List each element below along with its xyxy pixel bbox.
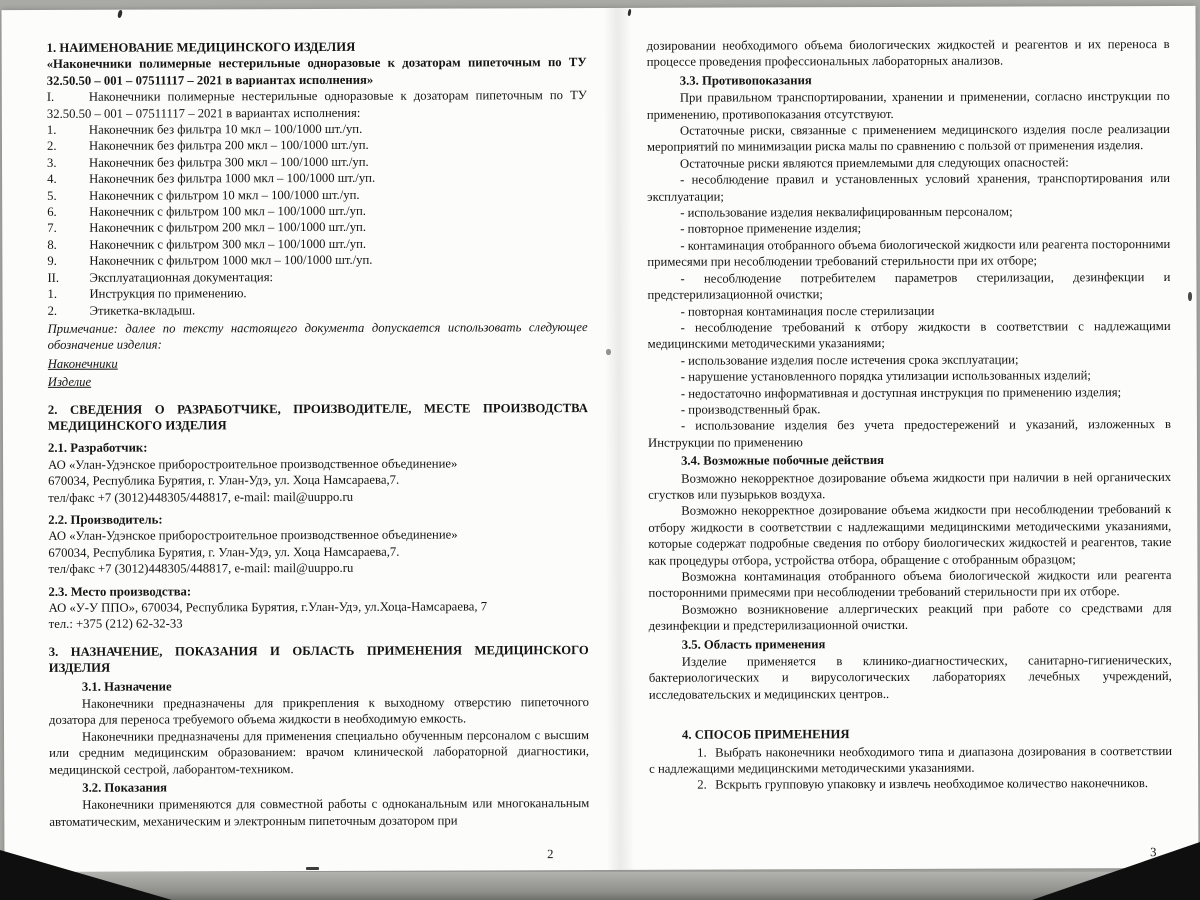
list-item (47, 186, 587, 204)
item-text: Наконечник с фильтром 1000 мкл – 100/1000 шт./уп. (89, 253, 373, 269)
contact-line: 670034, Республика Бурятия, г. Улан-Удэ, ул. Хоца Намсараева,7. (48, 472, 400, 489)
item-number: 2. (47, 303, 58, 318)
item-number: 9. (47, 254, 57, 269)
contact-line: 670034, Республика Бурятия, г. Улан-Удэ, ул. Хоца Намсараева,7. (48, 544, 400, 560)
list-item (47, 268, 587, 286)
item-text: Выбрать наконечники необходимого типа и диапазона дозирования в соответствии с надлежащими медицинскими методическими указаниями. (649, 743, 1173, 776)
subsection-heading: 2.2. Производитель: (48, 512, 163, 527)
paragraph: Наконечники предназначены для применения специально обученным персоналом с высшим или средним медицинским образованием: врачом клинической лабораторной диагностики, медицинской сестрой, лаборантом-техником. (49, 727, 590, 777)
contact-line: АО «У-У ППО», 670034, Республика Бурятия, г.Улан-Удэ, ул.Хоца-Намсараева, 7 (48, 599, 488, 615)
item-number: 2. (46, 139, 57, 154)
item-text: Наконечник с фильтром 200 мкл – 100/1000 шт./уп. (89, 220, 367, 236)
list-item (47, 120, 587, 138)
page-gutter-shadow (603, 8, 634, 870)
contact-line: АО «Улан-Удэнское приборостроительное производственное объединение» (48, 527, 458, 544)
list-item (47, 87, 587, 122)
scan-artifact (1188, 292, 1192, 301)
list-item (47, 202, 587, 220)
subsection-heading: 3.3. Противопоказания (679, 73, 812, 88)
item-text: Наконечник с фильтром 100 мкл – 100/1000 шт./уп. (89, 203, 366, 219)
item-text: Наконечники полимерные нестерильные одноразовые к дозаторам пипеточным по ТУ 32.50.50 – 001 – 07511117 – 2021 в вариантах исполнения: (46, 88, 587, 121)
item-text: Наконечник без фильтра 300 мкл – 100/1000 шт./уп. (89, 154, 369, 170)
subsection-heading: 2.1. Разработчик: (48, 440, 148, 456)
contact-line: тел.: +375 (212) 62-32-33 (48, 616, 183, 632)
item-number: I. (46, 90, 55, 105)
item-text: Наконечник без фильтра 200 мкл – 100/1000 шт./уп. (88, 138, 369, 154)
scan-artifact (306, 867, 319, 870)
contact-line: тел/факс +7 (3012)448305/448817, e-mail: mail@uuppo.ru (48, 561, 354, 577)
item-number: 7. (47, 221, 57, 236)
list-item (47, 284, 587, 302)
item-text: Наконечник с фильтром 300 мкл – 100/1000 шт./уп. (89, 236, 367, 252)
item-number: 2. (697, 778, 707, 793)
paragraph: - несоблюдение правил и установленных условий хранения, транспортирования или эксплуатации; (647, 171, 1171, 204)
paragraph: - производственный брак. (680, 402, 821, 417)
list-item (47, 136, 587, 154)
page-2-content (47, 38, 590, 842)
contact-line: АО «Улан-Удэнское приборостроительное производственное объединение» (48, 456, 458, 472)
item-text: Инструкция по применению. (89, 286, 247, 301)
item-number: 3. (47, 155, 57, 170)
list-item (48, 301, 588, 319)
paragraph: - недостаточно информативная и доступная инструкция по применению изделия; (680, 384, 1122, 401)
item-text: Эксплуатационная документация: (89, 269, 274, 285)
list-item (649, 775, 1172, 793)
item-text: Наконечник с фильтром 10 мкл – 100/1000 шт./уп. (89, 187, 360, 203)
note-paragraph: Примечание: далее по тексту настоящего документа допускается использовать следующее обозначение изделия: (47, 319, 588, 353)
item-text: Вскрыть групповую упаковку и извлечь необходимое количество наконечников. (715, 776, 1149, 793)
item-number: 1. (47, 286, 58, 302)
bold-paragraph: «Наконечники полимерные нестерильные одноразовые к дозаторам пипеточным по ТУ 32.50.50 – 001 – 07511117 – 2021 в вариантах исполнения» (46, 55, 587, 88)
item-text: Наконечник без фильтра 1000 мкл – 100/1000 шт./уп. (89, 171, 376, 187)
page-3 (647, 36, 1173, 864)
paragraph: - несоблюдение потребителем параметров стерилизации, дезинфекции и предстерилизационной очистки; (647, 269, 1171, 302)
page-2 (47, 38, 590, 866)
paragraph: При правильном транспортировании, хранении и применении, согласно инструкции по применению, противопоказания отсутствуют. (646, 89, 1170, 122)
list-item (47, 235, 587, 253)
paragraph: Наконечники предназначены для прикрепления к выходному отверстию пипеточного дозатора для переноса требуемого объема жидкости в необходимую емкость. (48, 695, 589, 728)
paragraph: - повторная контаминация после стерилизации (680, 303, 935, 319)
paragraph: Возможно некорректное дозирование объема жидкости при несоблюдении требований к отбору жидкости в соответствии с надлежащими медицинскими методическими указаниями, которые содержат подробные сведения по отбору биологических жидкостей и реагентов, такие как процедуры отбора, устройства отбора, обращение с отобранным образцом; (648, 502, 1172, 568)
section-heading: 1. НАИМЕНОВАНИЕ МЕДИЦИНСКОГО ИЗДЕЛИЯ (46, 39, 356, 55)
item-number: 6. (47, 204, 57, 219)
paragraph: - несоблюдение требований к отбору жидкости в соответствии с надлежащими медицинскими методическими указаниями; (647, 318, 1171, 352)
term-label: Наконечники (47, 356, 118, 371)
page-3-content (647, 36, 1173, 840)
paper-sheet (1, 6, 1198, 872)
paragraph: Остаточные риски являются приемлемыми для следующих опасностей: (680, 155, 1069, 171)
term-label: Изделие (47, 374, 92, 390)
scanner-bed-strip (0, 872, 1200, 900)
paragraph: - контаминация отобранного объема биологической жидкости или реагента посторонними примесями при несоблюдении требований стерильности при их отборе; (647, 236, 1171, 270)
list-item (47, 169, 587, 187)
paragraph: Наконечники применяются для совместной работы с одноканальным или многоканальным автоматическим, механическим и электронным пипеточным дозатором при (49, 796, 590, 829)
paragraph: Возможно некорректное дозирование объема жидкости при наличии в ней органических сгустков или пузырьков воздуха. (648, 469, 1172, 502)
contact-line: тел/факс +7 (3012)448305/448817, e-mail: mail@uuppo.ru (48, 489, 354, 505)
item-number: II. (47, 270, 60, 285)
subsection-heading: 3.2. Показания (82, 780, 168, 795)
paragraph: Возможно возникновение аллергических реакций при работе со средствами для дезинфекции и предстерилизационной очистки. (648, 600, 1172, 634)
section-heading: 3. НАЗНАЧЕНИЕ, ПОКАЗАНИЯ И ОБЛАСТЬ ПРИМЕНЕНИЯ МЕДИЦИНСКОГО ИЗДЕЛИЯ (48, 642, 589, 676)
paragraph: Изделие применяется в клинико-диагностических, санитарно-гигиенических, бактериологических и вирусологических лабораториях лечебных учреждений, исследовательских и медицинских центров.. (648, 653, 1172, 702)
item-number: 8. (47, 237, 57, 252)
subsection-heading: 3.5. Область применения (681, 636, 826, 652)
item-number: 4. (47, 172, 57, 187)
paragraph: - использование изделия без учета предостережений и указаний, изложенных в Инструкции по применению (647, 417, 1171, 450)
list-item (47, 219, 587, 237)
paragraph: - использование изделия неквалифицированным персоналом; (680, 204, 1013, 220)
paragraph: Остаточные риски, связанные с применением медицинского изделия после реализации мероприятий по минимизации риска малы по сравнению с пользой от применения изделия. (646, 122, 1170, 155)
paragraph: Возможна контаминация отобранного объема биологической жидкости или реагента посторонними примесями при несоблюдении требований стерильности при их отборе. (648, 568, 1172, 601)
item-number: 1. (697, 745, 707, 760)
subsection-heading: 3.1. Назначение (81, 679, 172, 694)
page-3-number: 3 (1150, 844, 1157, 859)
list-item (47, 251, 587, 269)
item-text: Этикетка-вкладыш. (89, 302, 196, 318)
list-item (649, 743, 1172, 778)
subsection-heading: 4. СПОСОБ ПРИМЕНЕНИЯ (682, 727, 850, 742)
paragraph: дозировании необходимого объема биологических жидкостей и реагентов и их переноса в процессе проведения профессиональных лабораторных анализов. (646, 37, 1170, 70)
paragraph: - использование изделия после истечения срока эксплуатации; (680, 352, 1019, 368)
item-number: 5. (47, 188, 57, 203)
spacer (649, 701, 1172, 725)
subsection-heading: 2.3. Место производства: (48, 584, 192, 599)
section-heading: 2. СВЕДЕНИЯ О РАЗРАБОТЧИКЕ, ПРОИЗВОДИТЕЛЕ, МЕСТЕ ПРОИЗВОДСТВА МЕДИЦИНСКОГО ИЗДЕЛИЯ (47, 400, 588, 433)
item-text: Наконечник без фильтра 10 мкл – 100/1000 шт./уп. (88, 121, 363, 137)
scan-artifact (606, 349, 611, 355)
item-number: 1. (46, 122, 57, 137)
paragraph: - нарушение установленного порядка утилизации использованных изделий; (680, 368, 1091, 384)
paragraph: - повторное применение изделия; (680, 221, 862, 237)
list-item (47, 153, 587, 171)
page-2-number: 2 (547, 846, 554, 861)
subsection-heading: 3.4. Возможные побочные действия (681, 453, 885, 468)
